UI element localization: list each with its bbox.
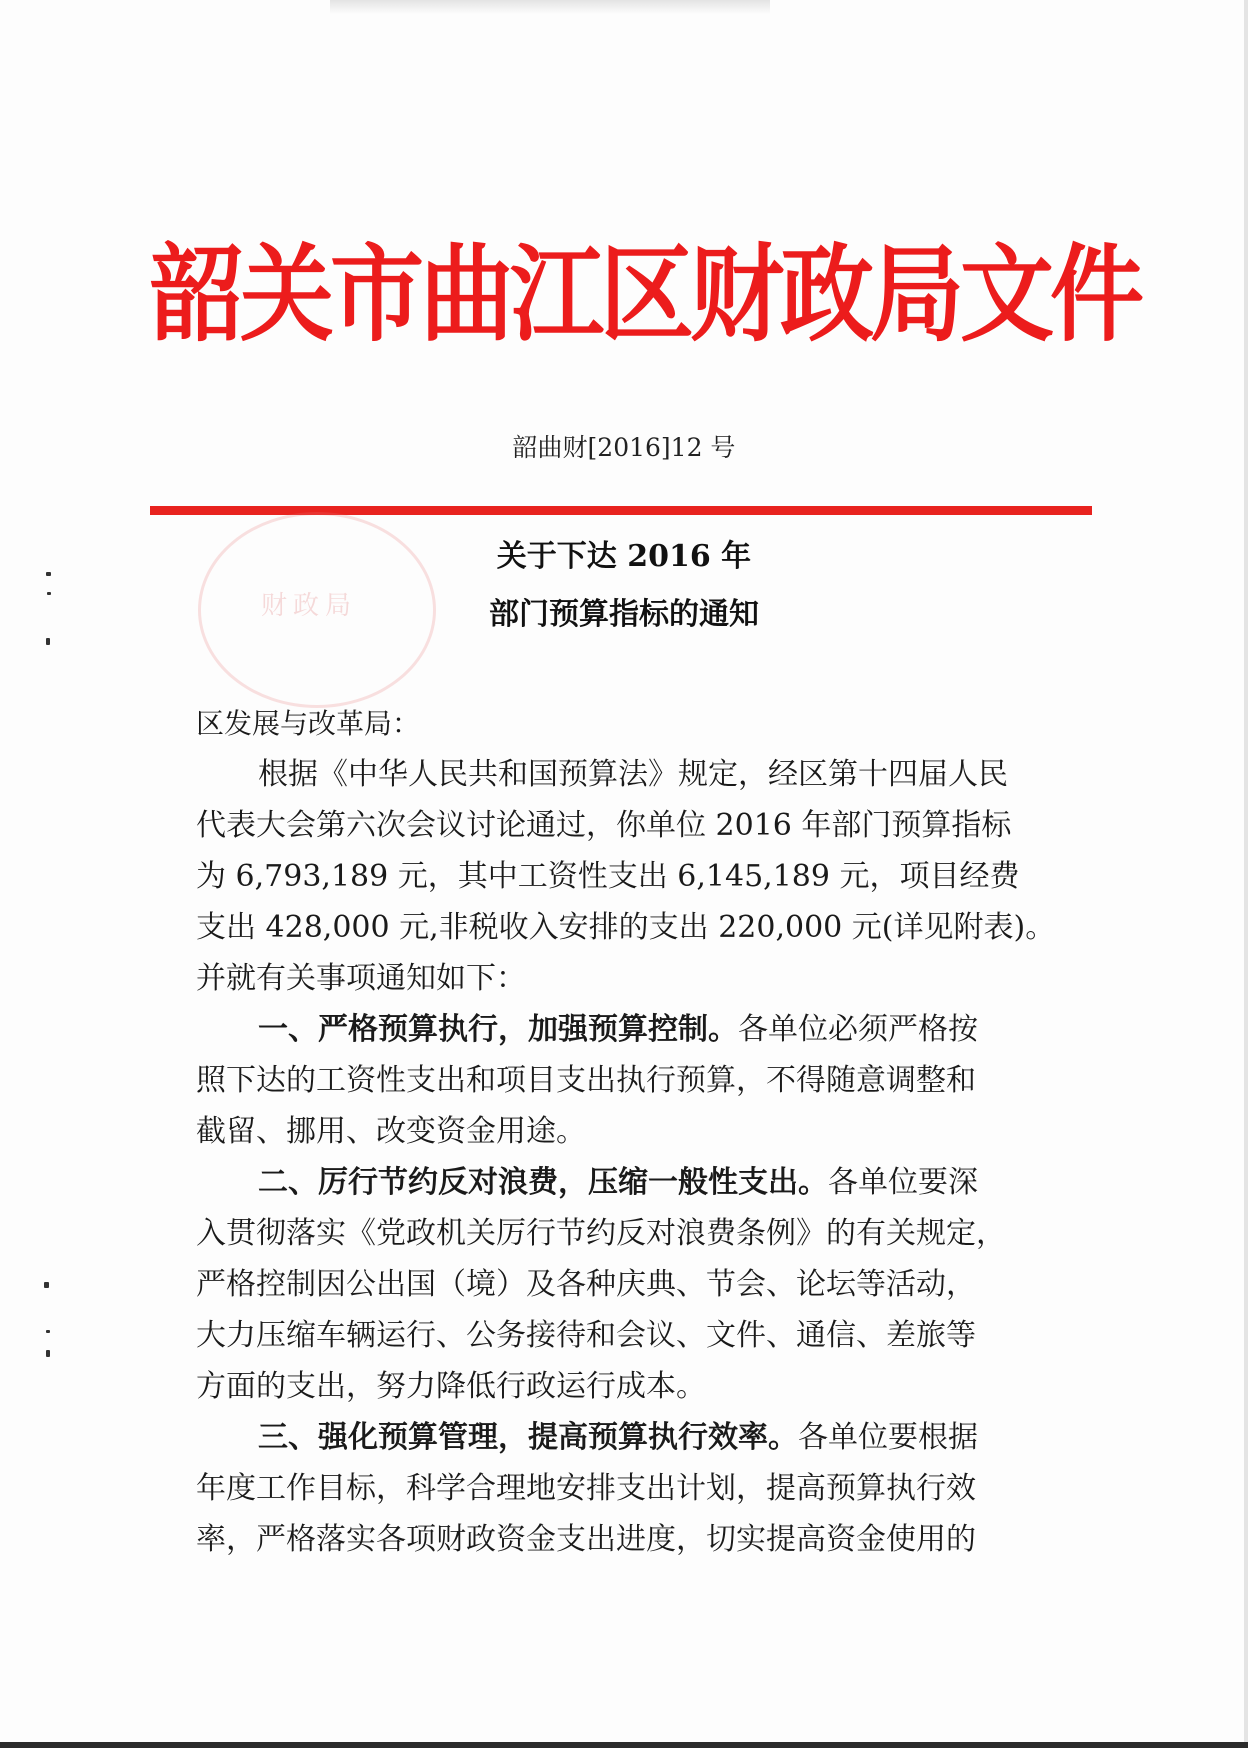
scan-bottom-edge: [0, 1742, 1248, 1748]
paragraph-line: 代表大会第六次会议讨论通过，你单位 2016 年部门预算指标: [196, 808, 1012, 843]
paragraph-line: 照下达的工资性支出和项目支出执行预算，不得随意调整和: [196, 1063, 976, 1098]
paragraph-line: 支出 428,000 元,非税收入安排的支出 220,000 元(详见附表)。: [196, 910, 1056, 945]
paragraph-line: 截留、挪用、改变资金用途。: [196, 1114, 586, 1149]
scan-right-edge: [1244, 0, 1248, 1748]
document-number: 韶曲财[2016]12 号: [512, 433, 736, 462]
item-3-first-line: [196, 1412, 1066, 1463]
paragraph-line: 严格控制因公出国（境）及各种庆典、节会、论坛等活动，: [196, 1267, 976, 1302]
notice-title-line-1: 关于下达 2016 年: [496, 539, 752, 574]
item-3-heading: 三、强化预算管理，提高预算执行效率。: [258, 1420, 798, 1455]
paragraph-line: 率，严格落实各项财政资金支出进度，切实提高资金使用的: [196, 1522, 976, 1557]
item-3-tail: 各单位要根据: [798, 1420, 978, 1455]
item-1-heading: 一、严格预算执行，加强预算控制。: [258, 1012, 738, 1047]
paragraph-line: 年度工作目标，科学合理地安排支出计划，提高预算执行效: [196, 1471, 976, 1506]
salutation: 区发展与改革局：: [196, 707, 421, 740]
document-body: [196, 698, 1066, 1565]
item-1-tail: 各单位必须严格按: [738, 1012, 978, 1047]
paragraph-line: 根据《中华人民共和国预算法》规定，经区第十四届人民: [258, 757, 1008, 792]
item-1-first-line: [196, 1004, 1066, 1055]
paragraph-line: 方面的支出，努力降低行政运行成本。: [196, 1369, 706, 1404]
scan-edge-shadow: [330, 0, 770, 14]
item-2-first-line: [196, 1157, 1066, 1208]
paragraph-line: 入贯彻落实《党政机关厉行节约反对浪费条例》的有关规定，: [196, 1216, 1006, 1251]
issuing-authority-title: 韶关市曲江区财政局文件: [150, 233, 1141, 357]
item-2-tail: 各单位要深: [828, 1165, 978, 1200]
seal-text: 财政局: [261, 591, 358, 621]
notice-title-line-2: 部门预算指标的通知: [489, 597, 759, 632]
item-2-heading: 二、厉行节约反对浪费，压缩一般性支出。: [258, 1165, 828, 1200]
paragraph-line: 大力压缩车辆运行、公务接待和会议、文件、通信、差旅等: [196, 1318, 976, 1353]
paragraph-line: 为 6,793,189 元，其中工资性支出 6,145,189 元，项目经费: [196, 859, 1020, 894]
paragraph-line: 并就有关事项通知如下：: [196, 961, 526, 996]
